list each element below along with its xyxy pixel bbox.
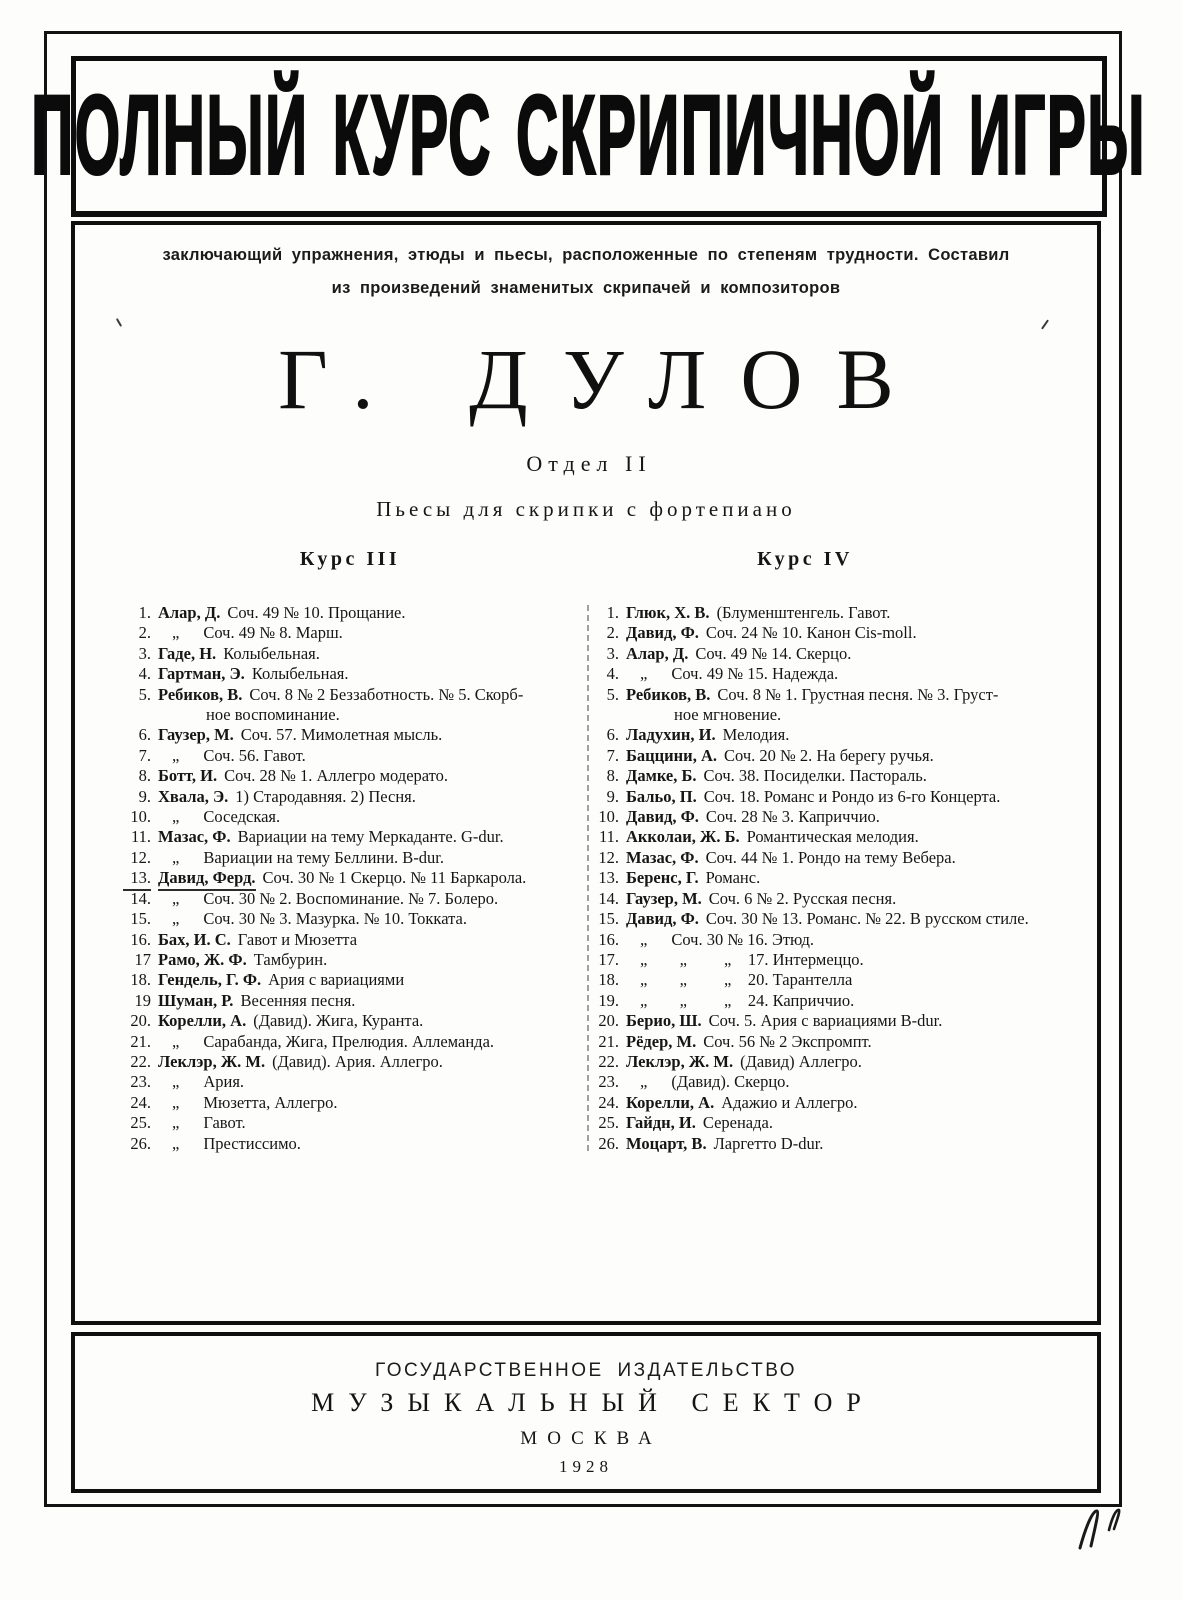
item-title: Соседская. <box>203 807 281 827</box>
item-number: 22. <box>130 1051 151 1071</box>
item-title: Соч. 49 № 15. Надежда. <box>671 664 839 684</box>
list-item <box>591 623 1091 643</box>
item-title: Соч. 8 № 2 Беззаботность. № 5. Скорб- <box>249 684 524 704</box>
item-number: 13. <box>123 868 151 888</box>
item-author: Гаде, Н. <box>158 643 217 663</box>
item-author: Давид, Ф. <box>626 807 699 827</box>
publication-year: 1928 <box>559 1457 613 1476</box>
item-author: Гаузер, М. <box>626 888 702 908</box>
list-item <box>123 950 591 970</box>
item-title: Соч. 30 № 13. Романс. № 22. В русском стиле. <box>705 909 1029 929</box>
item-number: 21. <box>598 1031 619 1051</box>
item-number: 16. <box>598 929 619 949</box>
item-author: „ <box>172 807 180 827</box>
list-item <box>123 746 591 766</box>
list-item <box>591 889 1091 909</box>
item-author: Бальо, П. <box>626 786 697 806</box>
item-number: 25. <box>130 1113 151 1133</box>
item-author: Ребиков, В. <box>158 684 243 704</box>
item-number: 26. <box>130 1133 151 1153</box>
item-author: Гартман, Э. <box>158 664 245 684</box>
item-title: Соч. 57. Мимолетная мысль. <box>240 725 443 745</box>
item-number: 24. <box>598 1092 619 1112</box>
item-number: 23. <box>130 1072 151 1092</box>
item-title: Соч. 30 № 3. Мазурка. № 10. Токката. <box>203 909 467 929</box>
subtitle-line-1: заключающий упражнения, этюды и пьесы, расположенные по степеням трудности. Составил <box>162 246 1010 264</box>
item-author: „ <box>640 1072 648 1092</box>
list-item <box>591 705 1091 725</box>
item-number: 5. <box>138 684 151 704</box>
item-title: Соч. 30 № 1 Скерцо. № 11 Баркарола. <box>262 868 527 888</box>
item-title: (Давид). Жига, Куранта. <box>253 1011 424 1031</box>
item-number: 4. <box>606 664 619 684</box>
item-number: 26. <box>598 1133 619 1153</box>
item-author: Глюк, Х. В. <box>626 603 710 622</box>
item-author: Ребиков, В. <box>626 684 711 704</box>
item-author: „ <box>172 909 180 929</box>
item-number: 16. <box>130 929 151 949</box>
item-author: Бах, И. С. <box>158 929 231 949</box>
item-number: 25. <box>598 1113 619 1133</box>
list-item <box>123 685 591 705</box>
item-number: 15. <box>130 909 151 929</box>
list-item <box>591 746 1091 766</box>
list-item <box>123 1032 591 1052</box>
list-item <box>123 787 591 807</box>
item-author: „ <box>640 990 648 1010</box>
list-item <box>123 930 591 950</box>
item-author: Алар, Д. <box>158 603 221 622</box>
list-item <box>591 1093 1091 1113</box>
item-title: Ария. <box>203 1072 245 1092</box>
item-author: Давид, Ф. <box>626 909 699 929</box>
list-item <box>591 766 1091 786</box>
item-title: Мюзетта, Аллегро. <box>203 1092 338 1112</box>
list-item <box>591 991 1091 1011</box>
list-item <box>123 1134 591 1154</box>
item-title: Ария с вариациями <box>268 970 405 990</box>
list-item <box>123 807 591 827</box>
item-number: 11. <box>598 827 619 847</box>
item-title: (Блуменштенгель. Гавот. <box>716 603 891 622</box>
item-title: Соч. 49 № 14. Скерцо. <box>695 643 852 663</box>
list-item <box>123 664 591 684</box>
list-item <box>591 603 1091 623</box>
list-item <box>123 623 591 643</box>
item-number: 19. <box>598 990 619 1010</box>
list-item <box>591 1011 1091 1031</box>
item-author: Гендель, Г. Ф. <box>158 970 262 990</box>
item-author: „ <box>172 1113 180 1133</box>
item-title: Ларгетто D-dur. <box>713 1133 824 1153</box>
item-number: 6. <box>606 725 619 745</box>
list-item <box>591 868 1091 888</box>
item-number: 12. <box>130 847 151 867</box>
item-title: Соч. 49 № 8. Марш. <box>203 623 343 643</box>
item-author: „ <box>172 888 180 908</box>
item-author: Акколаи, Ж. Б. <box>626 827 740 847</box>
list-item <box>591 909 1091 929</box>
list-item <box>591 1113 1091 1133</box>
item-title: (Давид). Ария. Аллегро. <box>272 1051 443 1071</box>
list-item <box>123 705 591 725</box>
item-title: Серенада. <box>702 1113 773 1133</box>
item-author: „ <box>172 1072 180 1092</box>
list-item <box>123 1093 591 1113</box>
item-number: 8. <box>606 766 619 786</box>
item-title: Соч. 6 № 2. Русская песня. <box>708 888 897 908</box>
item-number: 11. <box>130 827 151 847</box>
item-author: Берио, Ш. <box>626 1011 702 1031</box>
item-number: 6. <box>138 725 151 745</box>
item-author: Леклэр, Ж. М. <box>626 1051 734 1071</box>
item-title: Сарабанда, Жига, Прелюдия. Аллеманда. <box>203 1031 495 1051</box>
item-number: 20. <box>598 1011 619 1031</box>
list-item <box>123 889 591 909</box>
item-title: Соч. 28 № 1. Аллегро модерато. <box>224 766 449 786</box>
list-item <box>123 644 591 664</box>
item-author: „ <box>172 1092 180 1112</box>
list-item <box>123 1011 591 1031</box>
item-number: 24. <box>130 1092 151 1112</box>
item-author: Шуман, Р. <box>158 990 234 1010</box>
main-content-frame <box>71 221 1101 1325</box>
item-title: Престиссимо. <box>203 1133 301 1153</box>
list-item <box>591 685 1091 705</box>
course-3-header: Курс III <box>299 548 401 570</box>
item-number: 8. <box>138 766 151 786</box>
item-author: Мазас, Ф. <box>626 847 699 867</box>
item-title: Весенняя песня. <box>240 990 356 1010</box>
course-3-list <box>123 603 591 1154</box>
list-item <box>123 868 591 888</box>
course-4-list <box>591 603 1091 1154</box>
item-title: Гавот. <box>203 1113 246 1133</box>
list-item <box>591 807 1091 827</box>
item-title: Соч. 8 № 1. Грустная песня. № 3. Груст- <box>717 684 999 704</box>
item-author: Давид, Ф. <box>626 623 699 643</box>
list-item <box>591 1072 1091 1092</box>
item-author: „ <box>172 847 180 867</box>
list-item <box>123 725 591 745</box>
item-author: Гайдн, И. <box>626 1113 696 1133</box>
item-author: Хвала, Э. <box>158 786 229 806</box>
item-title: Соч. 30 № 2. Воспоминание. № 7. Болеро. <box>203 888 499 908</box>
item-author: Беренс, Г. <box>626 868 699 888</box>
page-title: ПОЛНЫЙ КУРС СКРИПИЧНОЙ ИГРЫ <box>31 72 1147 199</box>
item-title: (Давид). Скерцо. <box>671 1072 790 1092</box>
item-title: Колыбельная. <box>251 664 349 684</box>
item-number: 10. <box>598 807 619 827</box>
item-author: Корелли, А. <box>158 1011 247 1031</box>
item-number: 9. <box>138 786 151 806</box>
item-author: „ <box>640 949 648 969</box>
list-item <box>591 664 1091 684</box>
item-number: 1. <box>606 603 619 622</box>
item-title: Тамбурин. <box>253 949 328 969</box>
list-item <box>123 909 591 929</box>
item-number: 7. <box>606 745 619 765</box>
item-title: Романс. <box>705 868 761 888</box>
item-author: Алар, Д. <box>626 643 689 663</box>
item-title: „ „ 24. Каприччио. <box>671 990 855 1010</box>
list-item <box>123 970 591 990</box>
item-author: „ <box>640 970 648 990</box>
item-number: 20. <box>130 1011 151 1031</box>
item-title: Соч. 28 № 3. Каприччио. <box>705 807 880 827</box>
item-number: 19 <box>134 990 151 1010</box>
item-author: Ботт, И. <box>158 766 218 786</box>
list-item <box>591 787 1091 807</box>
item-author: Рёдер, М. <box>626 1031 697 1051</box>
item-number: 2. <box>138 623 151 643</box>
item-author: Гаузер, М. <box>158 725 234 745</box>
item-title: Соч. 49 № 10. Прощание. <box>227 603 406 622</box>
item-number: 4. <box>138 664 151 684</box>
item-number: 3. <box>606 643 619 663</box>
item-title: 1) Стародавняя. 2) Песня. <box>235 786 416 806</box>
item-title: Вариации на тему Меркаданте. G-dur. <box>237 827 504 847</box>
item-number: 14. <box>598 888 619 908</box>
list-item <box>591 725 1091 745</box>
list-item <box>123 603 591 623</box>
item-number: 12. <box>598 847 619 867</box>
item-number: 7. <box>138 745 151 765</box>
item-number: 23. <box>598 1072 619 1092</box>
subtitle-line-2: из произведений знаменитых скрипачей и композиторов <box>331 279 841 297</box>
publisher-name: ГОСУДАРСТВЕННОЕ ИЗДАТЕЛЬСТВО <box>374 1360 798 1381</box>
item-number: 10. <box>130 807 151 827</box>
item-author: Ладухин, И. <box>626 725 716 745</box>
publisher-imprint <box>71 1332 1101 1493</box>
item-title: Колыбельная. <box>223 643 320 663</box>
item-title: Соч. 56 № 2 Экспромпт. <box>703 1031 872 1051</box>
item-author: „ <box>172 1031 180 1051</box>
item-title: Соч. 30 № 16. Этюд. <box>671 929 815 949</box>
list-item <box>123 1052 591 1072</box>
item-number: 3. <box>138 643 151 663</box>
item-title: Соч. 56. Гавот. <box>203 745 306 765</box>
item-author: „ <box>172 1133 180 1153</box>
list-item <box>123 766 591 786</box>
item-title: Соч. 18. Романс и Рондо из 6-го Концерта. <box>703 786 1001 806</box>
item-author: Мазас, Ф. <box>158 827 231 847</box>
item-title: Адажио и Аллегро. <box>721 1092 858 1112</box>
list-item <box>591 827 1091 847</box>
item-title: Гавот и Мюзетта <box>237 929 358 949</box>
item-title: Соч. 38. Посиделки. Пастораль. <box>703 766 927 786</box>
list-item <box>591 970 1091 990</box>
item-number: 17 <box>134 949 151 969</box>
item-number: 9. <box>606 786 619 806</box>
item-number: 18. <box>598 970 619 990</box>
list-item <box>123 848 591 868</box>
item-number: 13. <box>598 868 619 888</box>
item-title: Соч. 24 № 10. Канон Cis-moll. <box>705 623 917 643</box>
section-heading: Отдел II <box>526 451 652 476</box>
item-number: 1. <box>138 603 151 622</box>
item-author: Леклэр, Ж. М. <box>158 1051 266 1071</box>
item-title: „ „ 20. Тарантелла <box>671 970 853 990</box>
item-title: ное воспоминание. <box>206 705 340 725</box>
list-item <box>123 1113 591 1133</box>
item-author: „ <box>172 745 180 765</box>
item-author: Моцарт, В. <box>626 1133 707 1153</box>
section-subheading: Пьесы для скрипки с фортепиано <box>376 497 796 521</box>
author-name-text: Г. ДУЛОВ <box>278 331 928 427</box>
item-title: Вариации на тему Беллини. B-dur. <box>203 847 445 867</box>
list-item <box>591 644 1091 664</box>
item-number: 5. <box>606 684 619 704</box>
item-title: Соч. 20 № 2. На берегу ручья. <box>723 745 934 765</box>
item-number: 18. <box>130 970 151 990</box>
list-item <box>123 991 591 1011</box>
list-item <box>591 848 1091 868</box>
list-item <box>123 1072 591 1092</box>
item-title: Романтическая мелодия. <box>746 827 919 847</box>
course-4-header: Курс IV <box>757 548 853 570</box>
item-author: Давид, Ферд. <box>158 868 256 888</box>
item-title: ное мгновение. <box>674 705 782 725</box>
list-item <box>591 950 1091 970</box>
item-author: Баццини, А. <box>626 745 717 765</box>
item-number: 14. <box>130 888 151 908</box>
item-title: „ „ 17. Интермеццо. <box>671 949 864 969</box>
item-number: 2. <box>606 623 619 643</box>
item-number: 21. <box>130 1031 151 1051</box>
item-title: Мелодия. <box>722 725 790 745</box>
item-number: 22. <box>598 1051 619 1071</box>
item-number: 17. <box>598 949 619 969</box>
publisher-city: МОСКВА <box>520 1428 662 1449</box>
item-author: „ <box>640 664 648 684</box>
publisher-sector: МУЗЫКАЛЬНЫЙ СЕКТОР <box>311 1388 875 1417</box>
item-author: Корелли, А. <box>626 1092 715 1112</box>
item-author: Рамо, Ж. Ф. <box>158 949 247 969</box>
list-item <box>591 1052 1091 1072</box>
title-banner <box>31 56 1147 217</box>
author-name <box>75 329 1097 429</box>
list-item <box>591 1134 1091 1154</box>
handwritten-mark <box>1076 1500 1138 1554</box>
list-item <box>591 1032 1091 1052</box>
item-author: „ <box>172 623 180 643</box>
item-title: (Давид) Аллегро. <box>740 1051 862 1071</box>
list-item <box>591 930 1091 950</box>
item-number: 15. <box>598 909 619 929</box>
item-author: „ <box>640 929 648 949</box>
item-title: Соч. 5. Ария с вариациями B-dur. <box>708 1011 943 1031</box>
item-author: Дамке, Б. <box>626 766 697 786</box>
item-title: Соч. 44 № 1. Рондо на тему Вебера. <box>705 847 956 867</box>
list-item <box>123 827 591 847</box>
